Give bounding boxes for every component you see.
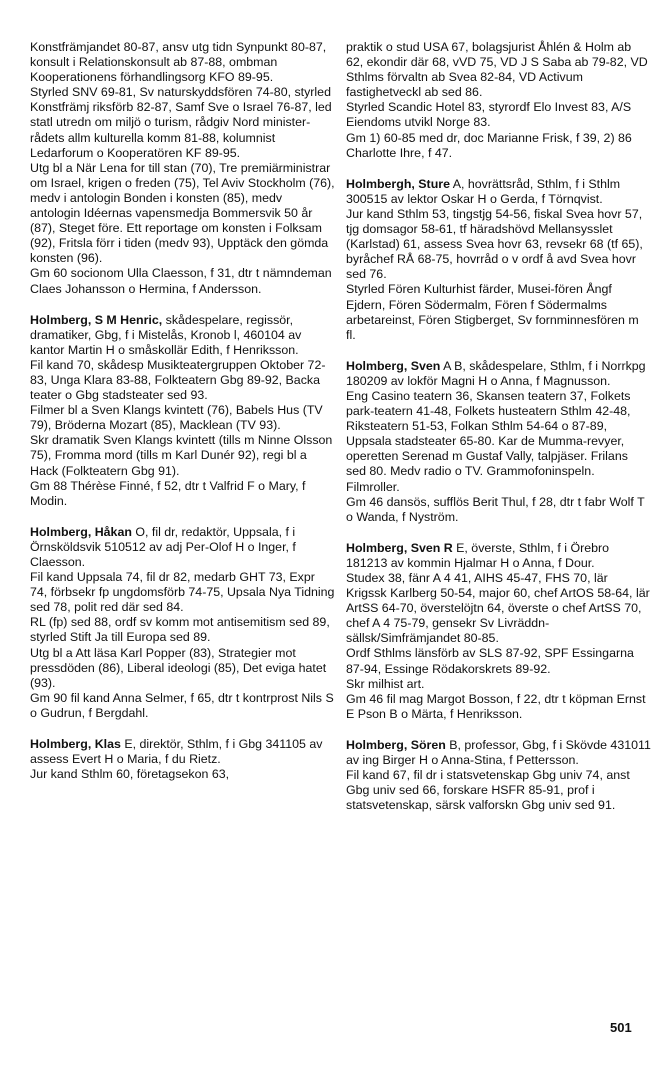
entry-name: Holmberg, Sven — [346, 358, 441, 373]
entry-heading: Holmberg, Håkan O, fil dr, redaktör, Uppsala, f i Örnsköldsvik 510512 av adj Per-Olof H o Inger, f Claesson. — [30, 524, 296, 569]
entry-heading: Holmberg, S M Henric, skådespelare, regissör, dramatiker, Gbg, f i Mistelås, Kronob l, 460104 av kantor Martin H o småskollär Edith, f Henriksson. — [30, 312, 302, 357]
paragraph: Filmer bl a Sven Klangs kvintett (76), Babels Hus (TV 79), Bröderna Mozart (85), Macklean (TV 93). — [30, 403, 323, 433]
paragraph: Styrled SNV 69-81, Sv naturskyddsfören 74-80, styrled Konstfrämj riksförb 82-87, Samf Sve o Israel 76-87, led statl utredn om miljö o turism, rådgiv Nord minister-rådets allm kulturella komm 81-88, kolumnist Ledarforum o Kooperatören KF 89-95. — [30, 85, 332, 160]
paragraph: Gm 90 fil kand Anna Selmer, f 65, dtr t kontrprost Nils S o Gudrun, f Bergdahl. — [30, 690, 334, 720]
entry-name: Holmbergh, — [346, 176, 415, 191]
paragraph: Ordf Sthlms länsförb av SLS 87-92, SPF Essingarna 87-94, Essinge Rödakorskrets 89-92. — [346, 646, 634, 676]
entry-name: Holmberg, Sören — [346, 737, 446, 752]
entry-heading: Holmberg, Sven R E, överste, Sthlm, f i Örebro 181213 av kommin Hjalmar H o Anna, f Dour. — [346, 540, 610, 570]
paragraph: Jur kand Sthlm 60, företagsekon 63, — [30, 767, 230, 782]
paragraph: praktik o stud USA 67, bolagsjurist Åhlén & Holm ab 62, ekondir där 68, vVD 75, VD J S Saba ab 79-82, VD Sthlms förvaltn ab Svea 82-84, VD Activum fastighetveckl ab sed 86. — [346, 40, 648, 100]
paragraph: Gm 1) 60-85 med dr, doc Marianne Frisk, f 39, 2) 86 Charlotte Ihre, f 47. — [346, 130, 632, 160]
paragraph: Gm 46 fil mag Margot Bosson, f 22, dtr t köpman Ernst E Pson B o Märta, f Henriksson. — [346, 691, 646, 721]
paragraph: RL (fp) sed 88, ordf sv komm mot antisemitism sed 89, styrled Stift Ja till Europa sed 89. — [30, 615, 330, 645]
paragraph: Studex 38, fänr A 4 41, AIHS 45-47, FHS 70, lär Krigssk Karlberg 50-54, major 60, chef ArtOS 58-64, lär ArtSS 64-70, överstelöjtn 64, överste o chef ArtSS 70, chef A 4 75-79, gensekr Sv Livräddn-sällsk/Simfrämjandet 80-85. — [346, 571, 650, 646]
entry-name: Holmberg, Sven R — [346, 540, 453, 555]
paragraph: Eng Casino teatern 36, Skansen teatern 37, Folkets park-teatern 41-48, Folkets husteatern Sthlm 42-48, Riksteatern 51-53, Folkan Sthlm 54-64 o 87-89, Uppsala stadsteater 65-80. Kar de Mumma-revyer, operetten Serenad m Gustaf Vally, talpjäser. Frilans sed 80. Medv radio o TV. Grammofoninspeln. Filmroller. — [346, 388, 631, 494]
paragraph: Gm 46 dansös, sufflös Berit Thul, f 28, dtr t fabr Wolf T o Wanda, f Nyström. — [346, 494, 645, 524]
paragraph: Utg bl a Att läsa Karl Popper (83), Strategier mot pressdöden (86), Liberal ideologi (85), Det eviga hatet (93). — [30, 645, 327, 690]
paragraph: Konstfrämjandet 80-87, ansv utg tidn Synpunkt 80-87, konsult i Relationskonsult ab 87-88, ombman Kooperationens förhandlingsorg KFO 89-95. — [30, 40, 327, 85]
entry-heading: Holmberg, Klas E, direktör, Sthlm, f i Gbg 341105 av assess Evert H o Maria, f du Rietz. — [30, 737, 323, 767]
paragraph: Jur kand Sthlm 53, tingstjg 54-56, fiskal Svea hovr 57, tjg domsagor 58-61, tf häradshövd Mellansysslet (Karlstad) 61, assess Svea hovr 63, revsekr 68 (tf 65), byråchef RÅ 68-75, hovrråd o v ordf å avd Svea hovr sed 76. — [346, 206, 643, 282]
paragraph: Fil kand 70, skådesp Musikteatergruppen Oktober 72-83, Unga Klara 83-88, Folkteatern Gbg 89-92, Backa teater o Gbg stadsteater sed 93. — [30, 357, 326, 403]
paragraph: Gm 60 socionom Ulla Claesson, f 31, dtr t nämndeman Claes Johansson o Hermina, f Andersson. — [30, 266, 332, 296]
paragraph: Fil kand 67, fil dr i statsvetenskap Gbg univ 74, anst Gbg univ sed 66, forskare HSFR 85-91, prof i statsvetenskap, särsk valforskn Gbg univ sed 91. — [346, 768, 630, 813]
right-column — [346, 40, 651, 813]
paragraph: Fil kand Uppsala 74, fil dr 82, medarb GHT 73, Expr 74, förbsekr fp ungdomsförb 74-75, Upsala Nya Tidning sed 78, polit red där sed 84. — [30, 570, 335, 615]
paragraph: Styrled Fören Kulturhist färder, Musei-fören Ångf Ejdern, Fören Södermalm, Fören f Södermalms arbetareinst, Fören Stigberget, Sv fornminnesfören m fl. — [346, 282, 639, 342]
entry-name: Holmberg, Klas — [30, 737, 121, 752]
left-column — [30, 40, 335, 782]
entry-heading: Holmbergh, Sture A, hovrättsråd, Sthlm, f i Sthlm 300515 av lektor Oskar H o Gerda, f Törnqvist. — [346, 176, 621, 206]
entry-given-name: Sture — [418, 176, 450, 191]
paragraph: Utg bl a När Lena for till stan (70), Tre premiärministrar om Israel, krigen o freden (75), Tel Aviv Stockholm (76), medv i antologin Bonden i konsten (85), medv antologin Idéernas vapensmedja Bommersvik 50 år (87), Steget före. Ett reportage om konsten i Folksam (92), Fritsla förr i tiden (medv 93), Upptäck den gömda konsten (96). — [30, 160, 335, 266]
entry-name: Holmberg, Håkan — [30, 524, 132, 539]
paragraph: Skr dramatik Sven Klangs kvintett (tills m Ninne Olsson 75), Fromma mord (tills m Karl Dunér 92), regi bl a Hack (Folkteatern Gbg 91). — [30, 433, 333, 478]
entry-heading: Holmberg, Sven A B, skådespelare, Sthlm, f i Norrkpg 180209 av lokför Magni H o Anna, f Magnusson. — [346, 358, 646, 388]
paragraph: Styrled Scandic Hotel 83, styrordf Elo Invest 83, A/S Eiendoms utvikl Norge 83. — [346, 100, 632, 130]
entry-name: Holmberg, S M Henric, — [30, 312, 163, 327]
entry-heading: Holmberg, Sören B, professor, Gbg, f i Skövde 431011 av ing Birger H o Anna-Stina, f Pettersson. — [346, 737, 651, 768]
paragraph: Gm 88 Thérèse Finné, f 52, dtr t Valfrid F o Mary, f Modin. — [30, 478, 306, 508]
page-number: 501 — [610, 1020, 632, 1035]
paragraph: Skr milhist art. — [346, 676, 425, 691]
